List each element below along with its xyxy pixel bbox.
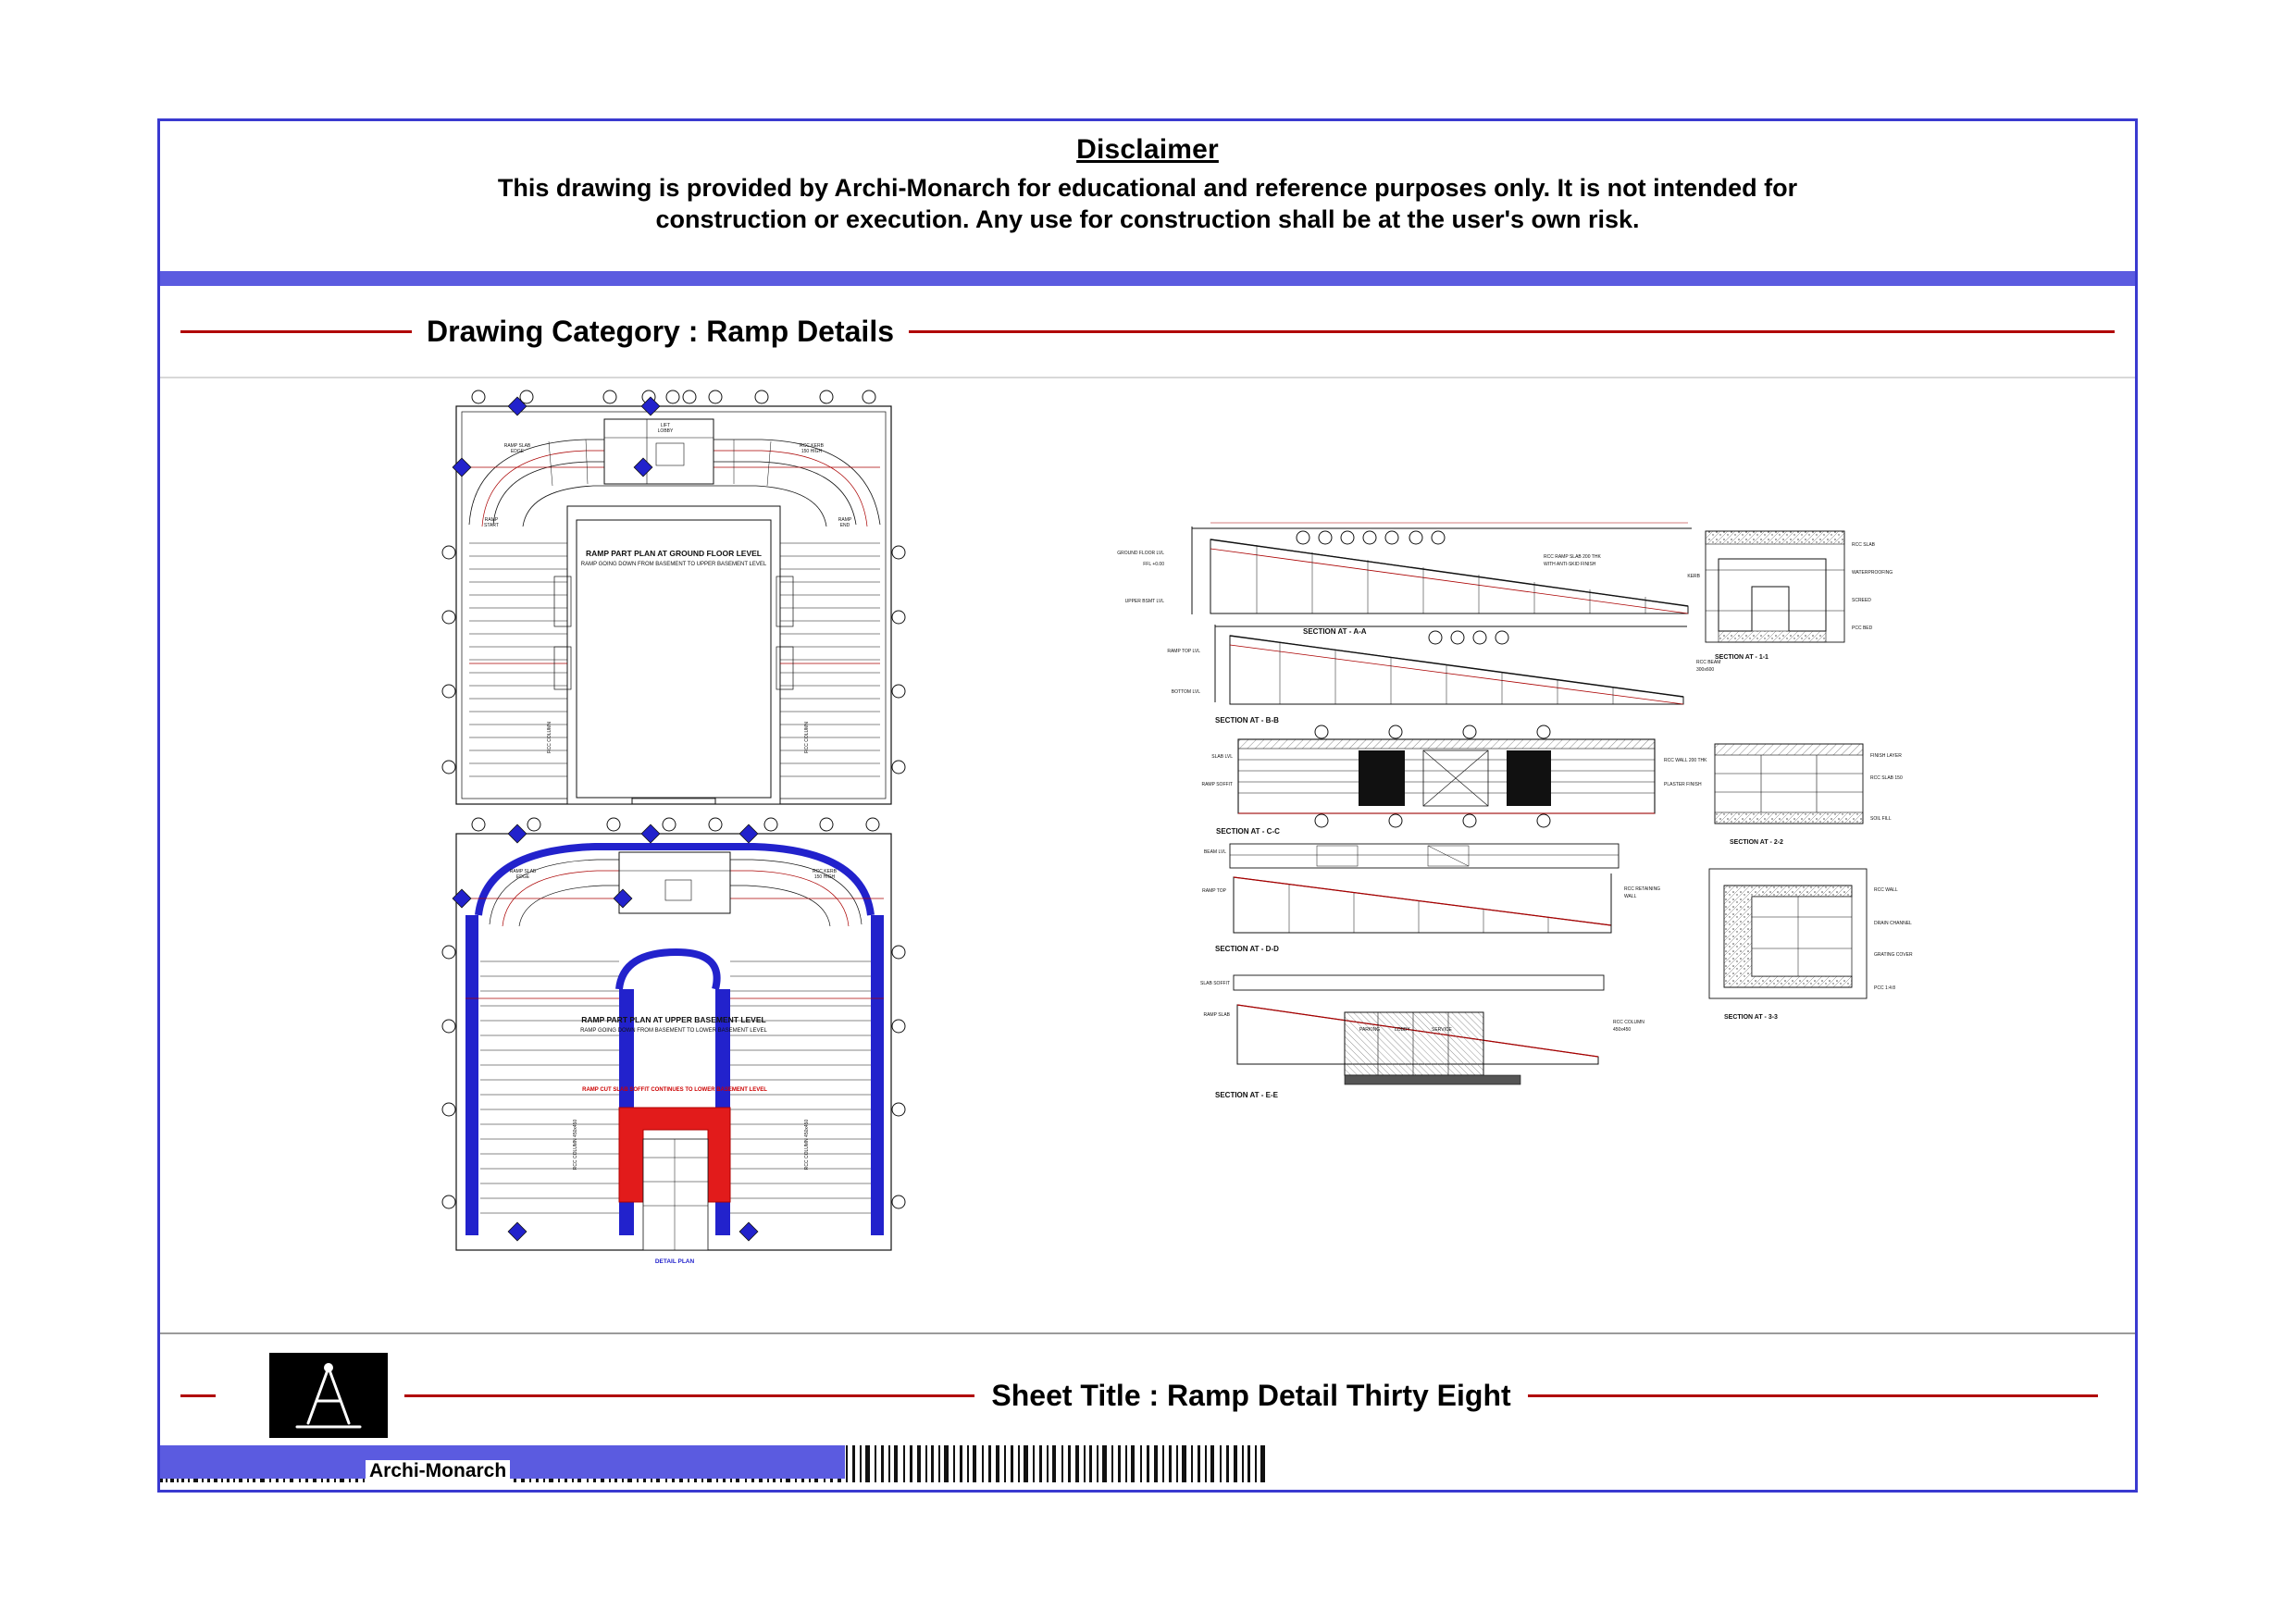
svg-text:GRATING COVER: GRATING COVER xyxy=(1874,952,1913,958)
svg-text:BOTTOM LVL: BOTTOM LVL xyxy=(1171,689,1200,695)
svg-text:EDGE: EDGE xyxy=(515,874,530,880)
svg-text:RCC KERB: RCC KERB xyxy=(813,869,837,874)
disclaimer-title: Disclaimer xyxy=(1076,134,1219,165)
drawing-category-label: Drawing Category : Ramp Details xyxy=(427,314,894,348)
drawing-sheet xyxy=(157,118,2138,1493)
detail-section-1 xyxy=(1687,531,1893,661)
section-a-a-label: SECTION AT - A-A xyxy=(1303,627,1367,636)
svg-text:WATERPROOFING: WATERPROOFING xyxy=(1852,570,1893,576)
plan-2-subtitle: RAMP GOING DOWN FROM BASEMENT TO LOWER BASEMENT LEVEL xyxy=(580,1028,767,1034)
svg-text:150 HIGH: 150 HIGH xyxy=(800,449,823,454)
section-b-b xyxy=(1167,625,1720,725)
detail-section-3 xyxy=(1709,869,1913,1021)
svg-text:FFL +0.00: FFL +0.00 xyxy=(1143,562,1164,567)
svg-text:RAMP TOP: RAMP TOP xyxy=(1202,888,1226,894)
svg-text:RAMP CUT SLAB SOFFIT CONTINUES: RAMP CUT SLAB SOFFIT CONTINUES TO LOWER BASEMENT LEVEL xyxy=(582,1087,767,1093)
svg-text:BEAM LVL: BEAM LVL xyxy=(1203,849,1226,855)
section-e-e-label: SECTION AT - E-E xyxy=(1215,1091,1278,1099)
plan-1-title: RAMP PART PLAN AT GROUND FLOOR LEVEL xyxy=(586,549,762,558)
svg-text:RAMP SOFFIT: RAMP SOFFIT xyxy=(1201,782,1233,787)
svg-text:DRAIN CHANNEL: DRAIN CHANNEL xyxy=(1874,921,1912,926)
svg-text:SOIL FILL: SOIL FILL xyxy=(1870,816,1892,822)
svg-text:RAMP SLAB: RAMP SLAB xyxy=(503,443,531,449)
svg-text:300x600: 300x600 xyxy=(1696,667,1715,673)
svg-text:RAMP: RAMP xyxy=(838,517,852,523)
footer-separator xyxy=(160,1332,2135,1334)
disclaimer-block xyxy=(160,121,2135,271)
svg-text:RCC COLUMN 450x450: RCC COLUMN 450x450 xyxy=(573,1119,578,1171)
section-d-d xyxy=(1202,844,1660,953)
section-c-c-label: SECTION AT - C-C xyxy=(1216,827,1280,836)
detail-section-3-label: SECTION AT - 3-3 xyxy=(1724,1014,1778,1021)
svg-text:150 HIGH: 150 HIGH xyxy=(813,874,836,880)
ramp-part-plan-upper-basement xyxy=(442,818,905,1265)
footer-rule-stub xyxy=(180,1394,216,1397)
svg-text:RCC COLUMN: RCC COLUMN xyxy=(547,722,552,753)
section-a-a xyxy=(1117,523,1692,636)
accent-bar-top xyxy=(160,271,2135,286)
drawing-category-row xyxy=(160,286,2135,377)
svg-text:LOBBY: LOBBY xyxy=(1395,1027,1410,1033)
svg-text:RCC WALL: RCC WALL xyxy=(1874,887,1898,893)
svg-text:SLAB SOFFIT: SLAB SOFFIT xyxy=(1200,981,1230,986)
detail-section-2-label: SECTION AT - 2-2 xyxy=(1730,839,1783,846)
svg-text:SCREED: SCREED xyxy=(1852,598,1871,603)
svg-text:RCC RAMP SLAB 200 THK: RCC RAMP SLAB 200 THK xyxy=(1544,554,1601,560)
svg-text:RCC RETAINING: RCC RETAINING xyxy=(1624,886,1661,892)
svg-text:KERB: KERB xyxy=(1687,574,1700,579)
svg-text:LOBBY: LOBBY xyxy=(657,428,674,434)
svg-text:RCC COLUMN: RCC COLUMN xyxy=(1613,1020,1644,1025)
footer-rule-right xyxy=(1528,1394,2098,1397)
footer-rule-mid xyxy=(404,1394,974,1397)
detail-plan-red xyxy=(582,1087,767,1265)
section-b-b-label: SECTION AT - B-B xyxy=(1215,716,1279,725)
svg-text:SLAB LVL: SLAB LVL xyxy=(1211,754,1233,760)
svg-text:START: START xyxy=(484,523,499,528)
disclaimer-line-2: construction or execution. Any use for construction shall be at the user's own risk. xyxy=(655,204,1640,233)
detail-plan-tag: DETAIL PLAN xyxy=(654,1258,695,1265)
svg-text:RCC KERB: RCC KERB xyxy=(800,443,824,449)
disclaimer-line-1: This drawing is provided by Archi-Monarch for educational and reference purposes only. It is not intended for xyxy=(497,174,1798,202)
ramp-part-plan-ground-floor xyxy=(442,390,905,804)
svg-text:SERVICE: SERVICE xyxy=(1432,1027,1452,1033)
sheet-footer xyxy=(160,1332,2135,1490)
svg-text:RCC SLAB 150: RCC SLAB 150 xyxy=(1870,775,1903,781)
detail-section-1-label: SECTION AT - 1-1 xyxy=(1715,654,1769,661)
svg-text:PCC 1:4:8: PCC 1:4:8 xyxy=(1874,985,1896,991)
svg-text:LIFT: LIFT xyxy=(660,423,671,428)
compass-icon xyxy=(269,1353,388,1438)
drawing-canvas xyxy=(160,378,2135,1337)
detail-section-2 xyxy=(1715,744,1903,846)
svg-text:PLASTER FINISH: PLASTER FINISH xyxy=(1664,782,1702,787)
svg-text:UPPER BSMT LVL: UPPER BSMT LVL xyxy=(1124,599,1164,604)
svg-text:WALL: WALL xyxy=(1624,894,1637,899)
svg-text:FINISH LAYER: FINISH LAYER xyxy=(1870,753,1902,759)
plan-2-title: RAMP PART PLAN AT UPPER BASEMENT LEVEL xyxy=(581,1015,766,1024)
svg-text:450x450: 450x450 xyxy=(1613,1027,1632,1033)
category-rule-left xyxy=(180,330,412,333)
brand-label: Archi-Monarch xyxy=(366,1460,510,1482)
svg-text:RAMP TOP LVL: RAMP TOP LVL xyxy=(1167,649,1200,654)
svg-text:PCC BED: PCC BED xyxy=(1852,626,1873,631)
svg-text:RCC BEAM: RCC BEAM xyxy=(1696,660,1721,665)
section-e-e xyxy=(1200,975,1644,1099)
svg-text:RCC SLAB: RCC SLAB xyxy=(1852,542,1876,548)
archi-monarch-logo xyxy=(269,1353,388,1438)
plan-1-subtitle: RAMP GOING DOWN FROM BASEMENT TO UPPER BASEMENT LEVEL xyxy=(580,562,767,567)
svg-text:END: END xyxy=(839,523,850,528)
category-rule-right xyxy=(909,330,2115,333)
svg-text:RCC COLUMN: RCC COLUMN xyxy=(804,722,810,753)
sheet-title: Sheet Title : Ramp Detail Thirty Eight xyxy=(991,1378,1511,1412)
section-d-d-label: SECTION AT - D-D xyxy=(1215,945,1279,953)
svg-text:RAMP SLAB: RAMP SLAB xyxy=(1203,1012,1230,1018)
svg-text:EDGE: EDGE xyxy=(510,449,525,454)
svg-text:PARKING: PARKING xyxy=(1359,1027,1381,1033)
section-c-c xyxy=(1201,725,1707,836)
svg-text:WITH ANTI-SKID FINISH: WITH ANTI-SKID FINISH xyxy=(1544,562,1596,567)
svg-text:RAMP SLAB: RAMP SLAB xyxy=(509,869,537,874)
svg-text:RAMP: RAMP xyxy=(484,517,499,523)
svg-text:RCC WALL 200 THK: RCC WALL 200 THK xyxy=(1664,758,1707,763)
svg-text:GROUND FLOOR LVL: GROUND FLOOR LVL xyxy=(1117,551,1164,556)
svg-text:RCC COLUMN 450x450: RCC COLUMN 450x450 xyxy=(804,1119,810,1171)
